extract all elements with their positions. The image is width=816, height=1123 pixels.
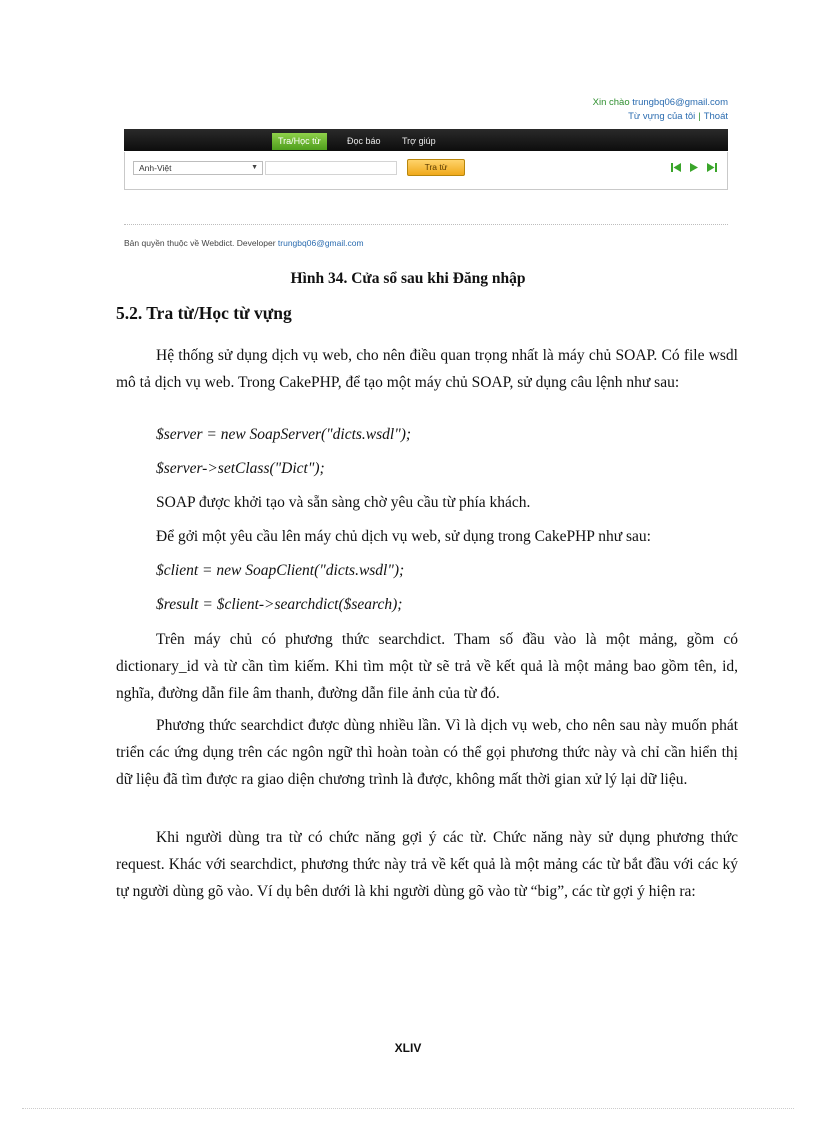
logout-link[interactable]: Thoát <box>703 111 728 122</box>
developer-email-link[interactable]: trungbq06@gmail.com <box>277 238 364 248</box>
search-input[interactable] <box>265 161 397 175</box>
dictionary-select-value: Anh-Việt <box>139 163 172 173</box>
request-intro-line: Để gởi một yêu cầu lên máy chủ dịch vụ web, sử dụng trong CakePHP như sau: <box>156 528 651 545</box>
paragraph-1-text: Hệ thống sử dụng dịch vụ web, cho nên điều quan trọng nhất là máy chủ SOAP. Có file wsdl mô tả dịch vụ web. Trong CakePHP, để tạo một máy chủ SOAP, sử dụng câu lệnh như sau: <box>116 347 738 391</box>
code-line-2: $server->setClass("Dict"); <box>156 460 325 477</box>
user-greeting <box>593 96 728 124</box>
footer-copyright <box>124 238 364 248</box>
paragraph-1 <box>116 342 738 396</box>
paragraph-4 <box>116 824 738 905</box>
skip-last-icon[interactable] <box>706 162 717 173</box>
soap-init-line: SOAP được khởi tạo và sẵn sàng chờ yêu cầu từ phía khách. <box>156 494 531 511</box>
my-vocabulary-link[interactable]: Từ vựng của tôi <box>628 111 696 122</box>
link-separator: | <box>698 111 701 122</box>
top-navbar <box>124 129 728 151</box>
tab-lookup[interactable]: Tra/Học từ <box>272 133 327 150</box>
paragraph-3-text: Phương thức searchdict được dùng nhiều lần. Vì là dịch vụ web, cho nên sau này muốn phát triển các ứng dụng trên các ngôn ngữ thì hoàn toàn có thể gọi phương thức này và chỉ cần hiển thị dữ liệu đã tìm được ra giao diện chương trình là được, không mất thời gian xử lý lại dữ liệu. <box>116 717 738 788</box>
page-number: XLIV <box>394 1041 422 1055</box>
paragraph-4-text: Khi người dùng tra từ có chức năng gợi ý các từ. Chức năng này sử dụng phương thức request. Khác với searchdict, phương thức này trả về kết quả là một mảng các từ bắt đầu với các ký tự người dùng gõ vào. Ví dụ bên dưới là khi người dùng gõ vào từ “big”, các từ gợi ý hiện ra: <box>116 829 738 900</box>
divider <box>124 224 728 225</box>
user-email-link[interactable]: trungbq06@gmail.com <box>632 97 728 108</box>
code-line-4: $result = $client->searchdict($search); <box>156 596 403 613</box>
search-button[interactable]: Tra từ <box>407 159 465 176</box>
page-bottom-border <box>22 1108 794 1109</box>
copyright-text: Bản quyền thuộc về Webdict. Developer <box>124 238 276 248</box>
skip-first-icon[interactable] <box>671 162 682 173</box>
paragraph-3 <box>116 712 738 793</box>
paragraph-2 <box>116 626 738 707</box>
play-icon[interactable] <box>689 162 699 173</box>
figure-screenshot <box>118 92 730 252</box>
tab-read-news[interactable]: Đọc báo <box>347 136 381 146</box>
chevron-down-icon: ▼ <box>251 164 258 171</box>
section-heading: 5.2. Tra từ/Học từ vựng <box>116 303 292 323</box>
code-line-3: $client = new SoapClient("dicts.wsdl"); <box>156 562 405 579</box>
search-bar <box>124 152 728 190</box>
player-controls <box>668 162 717 174</box>
greeting-label: Xin chào <box>592 97 630 108</box>
figure-caption: Hình 34. Cửa sổ sau khi Đăng nhập <box>290 270 526 287</box>
tab-help[interactable]: Trợ giúp <box>402 136 436 146</box>
dictionary-select[interactable] <box>133 161 263 175</box>
paragraph-2-text: Trên máy chủ có phương thức searchdict. Tham số đầu vào là một mảng, gồm có dictionary_id và từ cần tìm kiếm. Khi tìm một từ sẽ trả về kết quả là một mảng bao gồm tên, id, nghĩa, đường dẫn file âm thanh, đường dẫn file ảnh của từ đó. <box>116 631 738 702</box>
code-line-1: $server = new SoapServer("dicts.wsdl"); <box>156 426 412 443</box>
